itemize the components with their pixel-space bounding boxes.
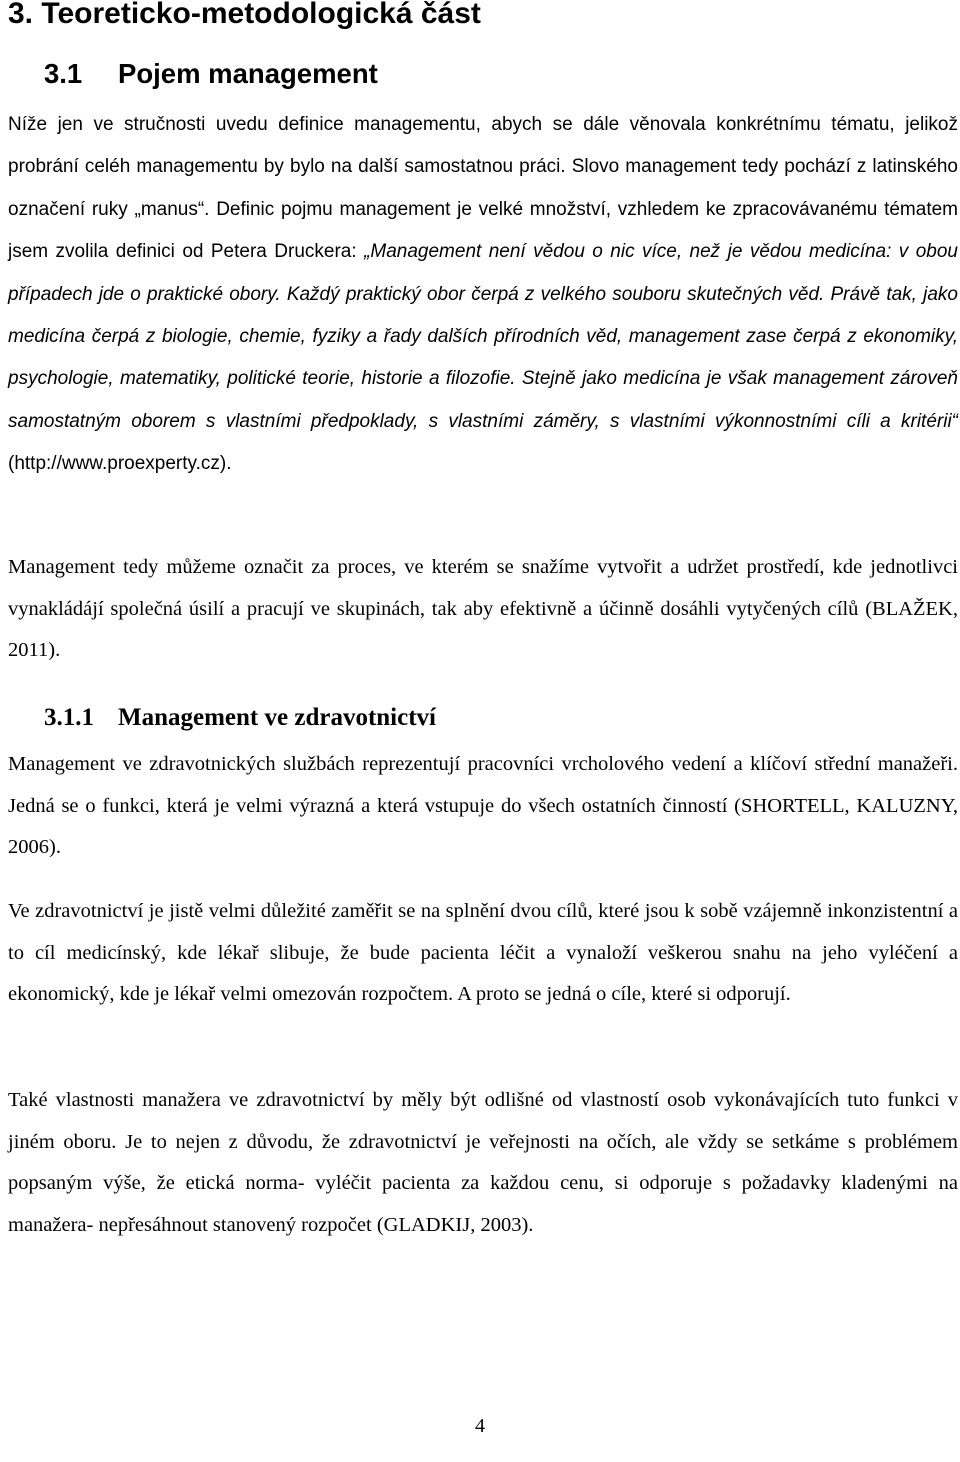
section-heading bbox=[44, 54, 378, 94]
paragraph-management-process: Management tedy můžeme označit za proces, ve kterém se snažíme vytvořit a udržet prostředí, kde jednotlivci vynakládájí společná úsilí a pracují ve skupinách, tak aby efektivně a účinně dosáhli vytyčených cílů (BLAŽEK, 2011). bbox=[8, 556, 958, 661]
subsection-number: 3.1.1 bbox=[44, 704, 94, 731]
chapter-heading: 3. Teoreticko-metodologická část bbox=[8, 0, 481, 30]
section-title: Pojem management bbox=[118, 58, 378, 89]
section-number: 3.1 bbox=[44, 58, 83, 89]
paragraph-manager-qualities: Také vlastnosti manažera ve zdravotnictví by měly být odlišné od vlastností osob vykonávajících tuto funkci v jiném oboru. Je to nejen z důvodu, že zdravotnictví je veřejnosti na očích, ale vždy se setkáme s problémem popsaným výše, že etická norma- vyléčit pacienta za každou cenu, si odporuje s požadavky kladenými na manažera- nepřesáhnout stanovený rozpočet (GLADKIJ, 2003). bbox=[8, 1089, 958, 1236]
page-number: 4 bbox=[475, 1415, 485, 1437]
paragraph-definition-intro: Níže jen ve stručnosti uvedu definice managementu, abych se dále věnovala konkrétnímu tématu, jelikož probrání celéh managementu by bylo na další samostatnou práci. Slovo management tedy pochází z latinského označení ruky „manus“. Definic pojmu management je velké množství, vzhledem ke zpracovávanému tématem jsem zvolila definici od Petera Druckera: bbox=[8, 114, 958, 263]
subsection-title: Management ve zdravotnictví bbox=[118, 704, 436, 731]
subsection-heading bbox=[44, 698, 436, 738]
drucker-quote: „Management není vědou o nic více, než je vědou medicína: v obou případech jde o praktické obory. Každý praktický obor čerpá z velkého souboru skutečných věd. Právě tak, jako medicína čerpá z biologie, chemie, fyziky a řady dalších přírodních věd, management zase čerpá z ekonomiky, psychologie, matematiky, politické teorie, historie a filozofie. Stejně jako medicína je však management zároveň samostatným oborem s vlastními předpoklady, s vlastními záměry, s vlastními výkonnostními cíli a kritérii“ bbox=[8, 241, 958, 432]
paragraph-definition bbox=[8, 104, 958, 486]
quote-source: (http://www.proexperty.cz). bbox=[8, 453, 232, 475]
paragraph-health-goals: Ve zdravotnictví je jistě velmi důležité zaměřit se na splnění dvou cílů, které jsou k sobě vzájemně inkonzistentní a to cíl medicínský, kde lékař slibuje, že bude pacienta léčit a vynaloží veškerou snahu na jeho vyléčení a ekonomický, kde je lékař velmi omezován rozpočtem. A proto se jedná o cíle, které si odporují. bbox=[8, 900, 958, 1005]
paragraph-health-management: Management ve zdravotnických službách reprezentují pracovníci vrcholového vedení a klíčoví střední manažeři. Jedná se o funkci, která je velmi výrazná a která vstupuje do všech ostatních činností (SHORTELL, KALUZNY, 2006). bbox=[8, 753, 958, 858]
